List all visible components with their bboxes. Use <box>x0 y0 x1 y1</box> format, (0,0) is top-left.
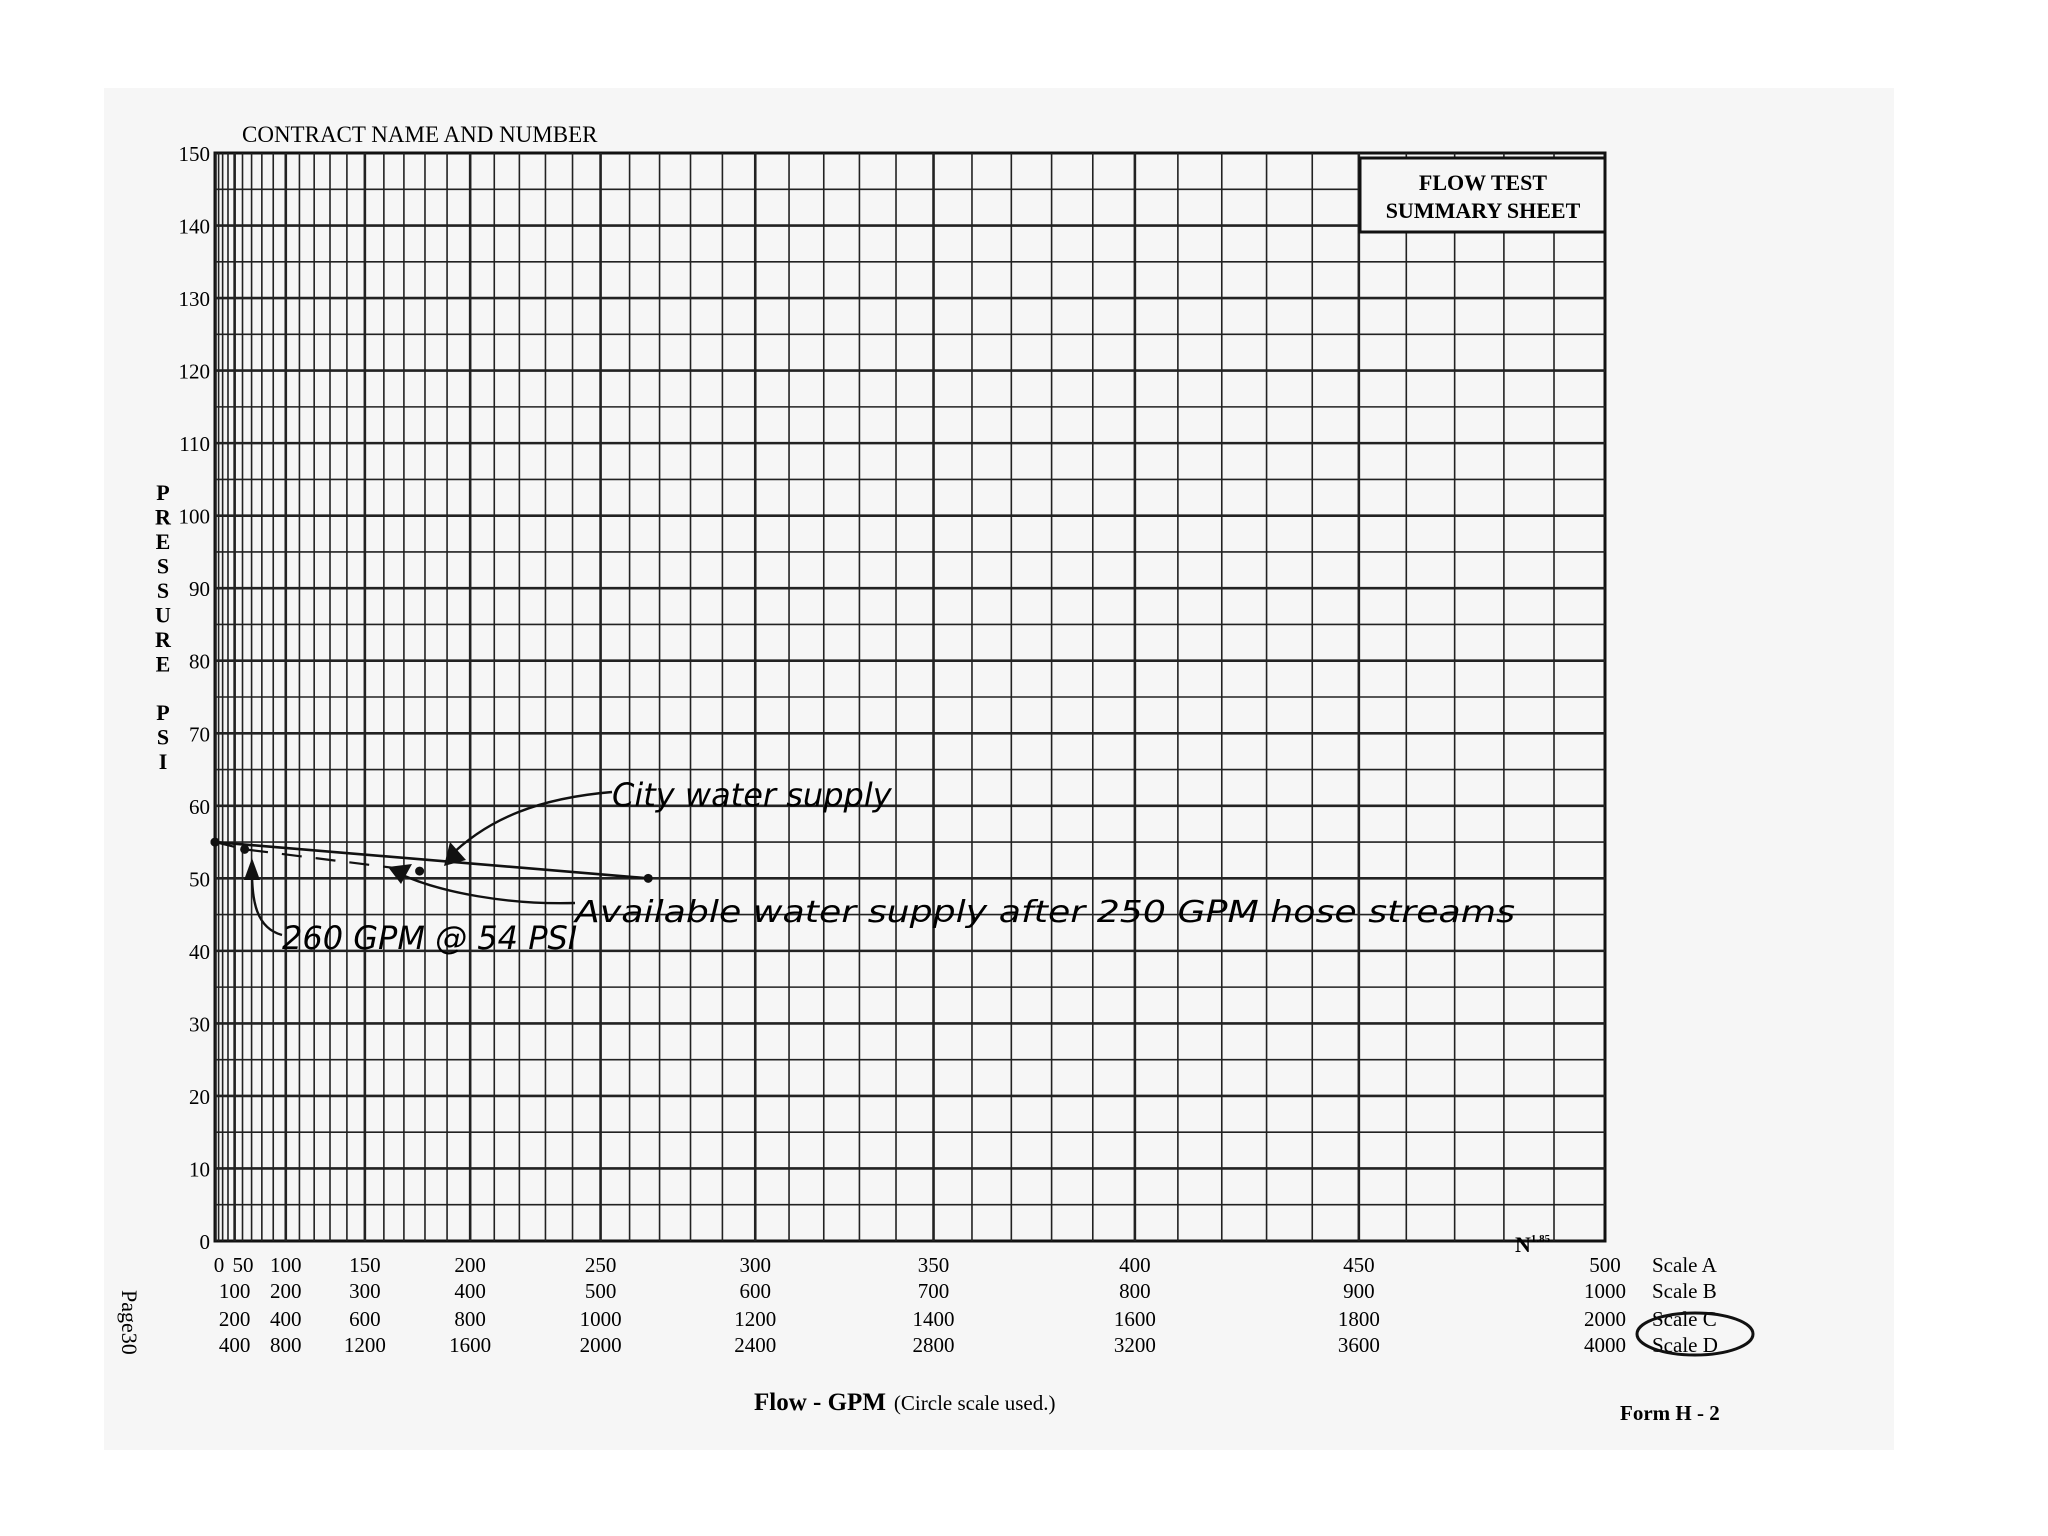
data-point <box>240 845 249 854</box>
x-tick-label: 200 <box>218 1307 251 1331</box>
summary-title-line-1: FLOW TEST <box>1418 170 1548 195</box>
y-tick-label: 130 <box>178 287 210 312</box>
x-tick-label: 1800 <box>1337 1307 1380 1331</box>
data-point <box>415 867 424 876</box>
y-tick-label: 80 <box>189 649 210 674</box>
x-tick-label: 0 <box>213 1253 225 1277</box>
y-tick-label: 70 <box>189 722 210 747</box>
x-tick-label: 250 <box>584 1253 617 1277</box>
x-tick-label: 700 <box>917 1279 950 1303</box>
x-tick-label: 2800 <box>912 1333 955 1357</box>
annotation-city-water-supply: City water supply <box>612 776 892 814</box>
x-tick-label: 450 <box>1343 1253 1375 1277</box>
x-tick-label: 1000 <box>1584 1279 1626 1303</box>
contract-label: CONTRACT NAME AND NUMBER <box>242 122 598 147</box>
x-tick-label: 200 <box>454 1253 486 1277</box>
x-tick-label: 800 <box>270 1333 302 1357</box>
x-tick-labels <box>214 1253 1718 1357</box>
y-axis-label: P R E S S U R E P S I <box>155 480 171 774</box>
scale-name: Scale A <box>1652 1253 1717 1277</box>
x-tick-label: 350 <box>917 1253 950 1277</box>
y-tick-label: 150 <box>178 142 210 166</box>
y-tick-label: 60 <box>189 794 210 819</box>
x-tick-label: 500 <box>1589 1253 1621 1277</box>
x-tick-label: 3200 <box>1113 1333 1156 1357</box>
x-tick-label: 300 <box>349 1279 381 1303</box>
x-tick-label: 50 <box>232 1253 254 1277</box>
x-tick-label: 1200 <box>343 1333 386 1357</box>
data-point <box>644 874 653 883</box>
x-axis-label: Flow - GPM (Circle scale used.) <box>754 1389 1056 1416</box>
arrow-260-gpm <box>252 872 282 935</box>
x-tick-label: 200 <box>270 1279 302 1303</box>
x-tick-label: 1400 <box>912 1307 955 1331</box>
x-tick-label: 400 <box>1119 1253 1151 1277</box>
form-label: Form H - 2 <box>1620 1401 1720 1425</box>
x-tick-label: 1600 <box>449 1333 492 1357</box>
n-label: $N^{1.85}$ <box>1515 1232 1551 1257</box>
y-tick-label: 20 <box>189 1084 210 1109</box>
x-tick-label: 400 <box>218 1333 251 1357</box>
annotation-layer <box>244 776 1515 957</box>
summary-title-line-2: SUMMARY SHEET <box>1385 198 1581 223</box>
y-tick-label: 30 <box>189 1012 210 1037</box>
chart-grid <box>215 153 1605 1241</box>
x-tick-label: 4000 <box>1584 1333 1626 1357</box>
x-tick-label: 400 <box>454 1279 486 1303</box>
arrowhead <box>388 864 412 884</box>
x-tick-label: 900 <box>1343 1279 1375 1303</box>
x-tick-label: 2000 <box>1584 1307 1626 1331</box>
scale-name: Scale C <box>1652 1307 1717 1331</box>
y-tick-labels <box>179 142 211 1254</box>
x-tick-label: 1600 <box>1113 1307 1156 1331</box>
x-axis-note: (Circle scale used.) <box>893 1391 1056 1415</box>
y-tick-label: 0 <box>199 1230 210 1254</box>
series-layer <box>211 838 653 883</box>
y-tick-label: 140 <box>178 214 210 239</box>
annotation-available-supply: Available water supply after 250 GPM hose streams <box>572 895 1515 930</box>
x-tick-label: 600 <box>739 1279 771 1303</box>
x-tick-label: 300 <box>739 1253 771 1277</box>
x-tick-label: 500 <box>584 1279 617 1303</box>
y-tick-label: 100 <box>178 504 210 529</box>
x-tick-label: 150 <box>349 1253 381 1277</box>
x-tick-label: 2000 <box>579 1333 622 1357</box>
x-tick-label: 600 <box>349 1307 381 1331</box>
arrowhead <box>244 858 260 880</box>
scale-name: Scale D <box>1652 1333 1718 1357</box>
x-tick-label: 2400 <box>734 1333 777 1357</box>
y-tick-label: 120 <box>178 359 210 384</box>
scale-name: Scale B <box>1652 1279 1717 1303</box>
y-tick-label: 90 <box>189 577 210 602</box>
y-tick-label: 40 <box>189 939 210 964</box>
data-point <box>211 838 220 847</box>
x-tick-label: 100 <box>270 1253 302 1277</box>
x-tick-label: 800 <box>1119 1279 1151 1303</box>
y-tick-label: 110 <box>179 432 210 457</box>
n-exponent: 1.85 <box>1530 1233 1551 1245</box>
x-tick-label: 3600 <box>1337 1333 1380 1357</box>
x-tick-label: 1000 <box>579 1307 622 1331</box>
arrow-city-supply <box>448 792 612 858</box>
x-tick-label: 400 <box>270 1307 302 1331</box>
y-tick-label: 50 <box>189 867 210 892</box>
city-supply-line <box>215 842 648 878</box>
page-label: Page30 <box>117 1290 142 1355</box>
x-tick-label: 100 <box>218 1279 251 1303</box>
x-tick-label: 800 <box>454 1307 486 1331</box>
x-tick-label: 1200 <box>734 1307 777 1331</box>
annotation-260-gpm: 260 GPM @ 54 PSI <box>282 919 578 957</box>
y-tick-label: 10 <box>189 1157 210 1182</box>
